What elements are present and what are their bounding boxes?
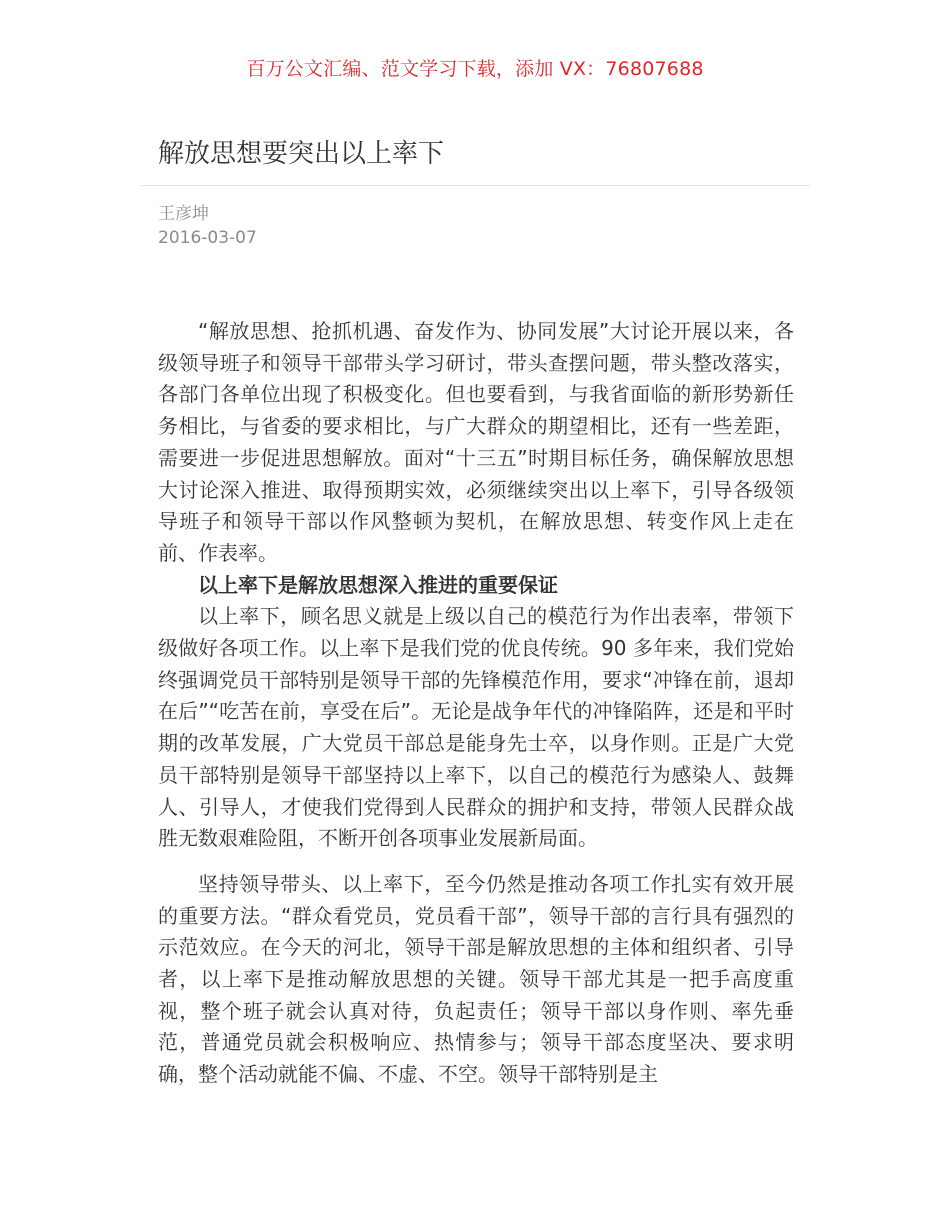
title-divider — [140, 185, 810, 186]
paragraph-tradition: 以上率下，顾名思义就是上级以自己的模范行为作出表率，带领下级做好各项工作。以上率下是我们党的优良传统。90 多年来，我们党始终强调党员干部特别是领导干部的先锋模范作用，要求“冲锋在前，退却在后”“吃苦在前，享受在后”。无论是战争年代的冲锋陷阵，还是和平时期的改革发展，广大党员干部总是能身先士卒，以身作则。正是广大党员干部特别是领导干部坚持以上率下，以自己的模范行为感染人、鼓舞人、引导人，才使我们党得到人民群众的拥护和支持，带领人民群众战胜无数艰难险阻，不断开创各项事业发展新局面。 — [158, 604, 794, 851]
paragraph-intro: “解放思想、抢抓机遇、奋发作为、协同发展”大讨论开展以来，各级领导班子和领导干部带头学习研讨，带头查摆问题，带头整改落实，各部门各单位出现了积极变化。但也要看到，与我省面临的新形势新任务相比，与省委的要求相比，与广大群众的期望相比，还有一些差距，需要进一步促进思想解放。面对“十三五”时期目标任务，确保解放思想大讨论深入推进、取得预期实效，必须继续突出以上率下，引导各级领导班子和领导干部以作风整顿为契机，在解放思想、转变作风上走在前、作表率。 — [158, 319, 794, 565]
article-author: 王彦坤 — [158, 204, 209, 224]
paragraph-method: 坚持领导带头、以上率下，至今仍然是推动各项工作扎实有效开展的重要方法。“群众看党员，党员看干部”，领导干部的言行具有强烈的示范效应。在今天的河北，领导干部是解放思想的主体和组织者、引导者，以上率下是推动解放思想的关键。领导干部尤其是一把手高度重视，整个班子就会认真对待，负起责任；领导干部以身作则、率先垂范，普通党员就会积极响应、热情参与；领导干部态度坚决、要求明确，整个活动就能不偏、不虚、不空。领导干部特别是主 — [158, 871, 794, 1087]
section-heading: 以上率下是解放思想深入推进的重要保证 — [198, 572, 558, 597]
article-title: 解放思想要突出以上率下 — [158, 139, 445, 169]
download-banner: 百万公文汇编、范文学习下载，添加 VX：76807688 — [246, 58, 704, 80]
article-date: 2016-03-07 — [158, 228, 257, 248]
article-meta — [158, 202, 257, 250]
article-body — [158, 316, 794, 1091]
